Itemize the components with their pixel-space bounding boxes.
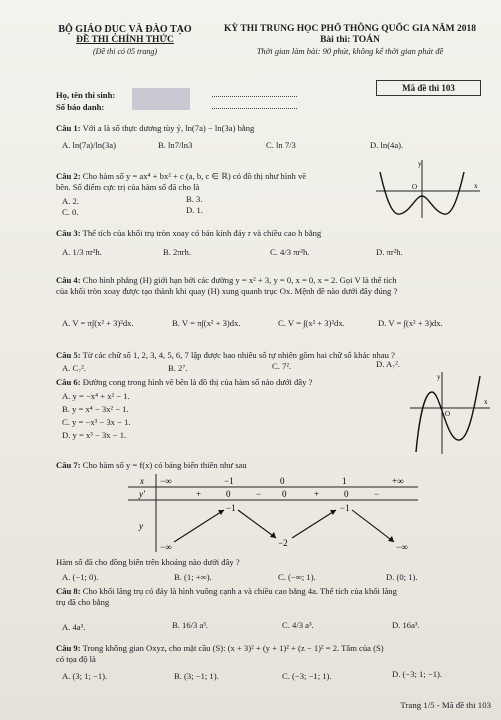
- exam-code-box: Mã đề thi 103: [376, 80, 481, 96]
- question-3: [56, 228, 321, 239]
- official-label: ĐỀ THI CHÍNH THỨC: [76, 35, 174, 45]
- option-b[interactable]: B. ln7/ln3: [158, 140, 193, 150]
- question-text-cont: bên. Số điểm cực trị của hàm số đã cho là: [56, 182, 200, 192]
- ministry-name: BỘ GIÁO DỤC VÀ ĐÀO TẠO: [58, 24, 192, 35]
- id-label: Số báo danh:: [56, 102, 105, 112]
- question-text: Với a là số thực dương tùy ý, ln(7a) − ln(3a) bằng: [82, 123, 255, 133]
- option-d[interactable]: D. πr²h.: [376, 247, 403, 257]
- name-label: Họ, tên thí sinh:: [56, 90, 116, 100]
- question-label: Câu 8:: [56, 586, 81, 596]
- arrow-up: [292, 510, 336, 538]
- table-cell: 0: [344, 489, 349, 499]
- option-a[interactable]: A. 1/3 πr²h.: [62, 247, 102, 257]
- x-axis-label: x: [474, 182, 478, 190]
- option-text: ln(7a)/ln(3a): [72, 140, 116, 150]
- option-c[interactable]: C. ln 7/3: [266, 140, 296, 150]
- option-c[interactable]: C. (−3; −1; 1).: [282, 671, 332, 681]
- question-text-cont: trụ đã cho bằng: [56, 597, 110, 607]
- dotted-line: [212, 96, 297, 97]
- option-b[interactable]: B. (1; +∞).: [174, 572, 212, 582]
- option-b[interactable]: B. y = x⁴ − 3x² − 1.: [62, 404, 129, 414]
- question-label: Câu 4:: [56, 275, 81, 285]
- option-d[interactable]: D. A₇².: [376, 359, 400, 369]
- question-label: Câu 7:: [56, 460, 81, 470]
- q7-question: Hàm số đã cho đồng biến trên khoảng nào dưới đây ?: [56, 557, 240, 567]
- table-cell: 0: [226, 489, 231, 499]
- page-footer: Trang 1/5 - Mã đề thi 103: [400, 700, 491, 710]
- question-8: [56, 586, 397, 608]
- option-a[interactable]: A. V = π∫(x² + 3)²dx.: [62, 318, 134, 328]
- question-text: Cho hàm số y = f(x) có bảng biến thiên như sau: [82, 460, 247, 470]
- option-d[interactable]: D. y = x³ − 3x − 1.: [62, 430, 127, 440]
- option-b[interactable]: B. 3.: [186, 194, 203, 204]
- arrow-head: [330, 510, 336, 515]
- question-label: Câu 5:: [56, 350, 81, 360]
- option-d[interactable]: D. (−3; 1; −1).: [392, 669, 443, 679]
- question-text: Cho hình phẳng (H) giới hạn bởi các đường y = x² + 3, y = 0, x = 0, x = 2. Gọi V là thể tích: [82, 275, 397, 285]
- arrow-head: [388, 536, 394, 542]
- table-cell: −1: [226, 503, 236, 513]
- option-d[interactable]: D. 16a³.: [392, 620, 420, 630]
- option-text: ln7/ln3: [168, 140, 193, 150]
- table-cell: y': [139, 489, 145, 499]
- question-1: [56, 123, 254, 134]
- exam-time: Thời gian làm bài: 90 phút, không kể thời gian phát đề: [256, 46, 444, 56]
- option-c[interactable]: C. 4/3 a³.: [282, 620, 314, 630]
- question-text: Thể tích của khối trụ tròn xoay có bán kính đáy r và chiều cao h bằng: [82, 228, 322, 238]
- arrow-up: [174, 510, 224, 542]
- question-text: Cho hàm số y = ax⁴ + bx² + c (a, b, c ∈ ℝ) có đồ thị như hình vẽ: [82, 171, 307, 181]
- question-text: Đường cong trong hình vẽ bên là đồ thị của hàm số nào dưới đây ?: [82, 377, 313, 387]
- question-text: Từ các chữ số 1, 2, 3, 4, 5, 6, 7 lập được bao nhiêu số tự nhiên gồm hai chữ số khác nhau ?: [82, 350, 395, 360]
- option-b[interactable]: B. 16/3 a³.: [172, 620, 208, 630]
- option-text: 16/3 a³.: [182, 620, 208, 630]
- question-text: Cho khối lăng trụ có đáy là hình vuông cạnh a và chiều cao bằng 4a. Thể tích của khối lăng: [82, 586, 397, 596]
- variation-table: [128, 474, 420, 554]
- arrow-down: [238, 510, 276, 538]
- option-c[interactable]: C. 4/3 πr²h.: [270, 247, 310, 257]
- question-label: Câu 6:: [56, 377, 81, 387]
- arrow-down: [352, 510, 394, 542]
- exam-title: KỲ THI TRUNG HỌC PHỔ THÔNG QUỐC GIA NĂM 2018: [223, 24, 477, 34]
- table-cell: 1: [342, 476, 347, 486]
- header-left: [50, 24, 200, 57]
- y-axis-label: y: [418, 160, 422, 168]
- table-cell: x: [140, 476, 144, 486]
- option-text: ln 7/3: [276, 140, 296, 150]
- option-a[interactable]: A. (−1; 0).: [62, 572, 99, 582]
- question-text-cont: của khối tròn xoay được tạo thành khi quay (H) xung quanh trục Ox. Mệnh đề nào dưới đây đúng ?: [56, 286, 398, 296]
- question-label: Câu 1:: [56, 123, 81, 133]
- option-text: 4/3 πr²h.: [280, 247, 310, 257]
- table-cell: −1: [224, 476, 234, 486]
- option-d[interactable]: D. (0; 1).: [386, 572, 418, 582]
- option-c[interactable]: C. 0.: [62, 207, 79, 217]
- table-cell: −: [374, 489, 380, 499]
- option-b[interactable]: B. 2πrh.: [163, 247, 191, 257]
- question-2: [56, 171, 306, 193]
- arrow-head: [270, 532, 276, 538]
- table-cell: −∞: [160, 476, 172, 486]
- arrow-head: [218, 510, 224, 515]
- table-cell: −∞: [160, 542, 172, 552]
- option-text: V = π∫(x² + 3)²dx.: [72, 318, 134, 328]
- question-4: [56, 275, 397, 297]
- origin-label: O: [412, 183, 418, 191]
- question-label: Câu 3:: [56, 228, 81, 238]
- header-right: [210, 24, 490, 57]
- table-cell: −: [256, 489, 262, 499]
- option-c[interactable]: C. y = −x³ − 3x − 1.: [62, 417, 131, 427]
- option-d[interactable]: D. 1.: [186, 205, 203, 215]
- option-a[interactable]: A. 2.: [62, 196, 79, 206]
- table-cell: +: [196, 489, 202, 499]
- subject: Bài thi: TOÁN: [320, 35, 380, 45]
- option-text: 4/3 a³.: [292, 620, 314, 630]
- table-cell: 0: [282, 489, 287, 499]
- x-axis-label: x: [484, 398, 488, 406]
- option-a[interactable]: A. 4a³.: [62, 622, 86, 632]
- quartic-graph: [372, 158, 484, 220]
- table-cell: −1: [340, 503, 350, 513]
- page-count: (Đề thi có 05 trang): [93, 47, 157, 56]
- redacted-area: [132, 88, 190, 110]
- y-axis-label: y: [437, 373, 441, 381]
- table-cell: +: [314, 489, 320, 499]
- option-b[interactable]: B. 2⁷.: [168, 363, 188, 373]
- question-label: Câu 2:: [56, 171, 81, 181]
- option-a[interactable]: A. y = −x⁴ + x² − 1.: [62, 391, 130, 401]
- option-d[interactable]: D. ln(4a).: [370, 140, 404, 150]
- question-6: [56, 377, 312, 388]
- question-text: Trong không gian Oxyz, cho mặt cầu (S): (x + 3)² + (y + 1)² + (z − 1)² = 2. Tâm của (S): [82, 643, 384, 653]
- option-d[interactable]: D. V = ∫(x² + 3)dx.: [378, 318, 443, 328]
- table-cell: 0: [280, 476, 285, 486]
- option-b[interactable]: B. (3; −1; 1).: [174, 671, 219, 681]
- origin-label: O: [445, 410, 451, 418]
- question-text-cont: có tọa độ là: [56, 654, 96, 664]
- option-b[interactable]: B. V = π∫(x² + 3)dx.: [172, 318, 241, 328]
- table-cell: −∞: [396, 542, 408, 552]
- question-9: [56, 643, 384, 665]
- option-c[interactable]: C. V = ∫(x² + 3)²dx.: [278, 318, 345, 328]
- option-text: 1/3 πr²h.: [72, 247, 102, 257]
- table-cell: y: [139, 521, 143, 531]
- dotted-line: [212, 108, 297, 109]
- question-5: [56, 350, 395, 361]
- question-label: Câu 9:: [56, 643, 81, 653]
- option-a[interactable]: A. (3; 1; −1).: [62, 671, 108, 681]
- table-cell: −2: [278, 538, 288, 548]
- question-7: [56, 460, 247, 471]
- table-cell: +∞: [392, 476, 404, 486]
- option-a[interactable]: A. ln(7a)/ln(3a): [62, 140, 116, 150]
- option-c[interactable]: C. 7².: [272, 361, 292, 371]
- cubic-graph: [406, 370, 492, 456]
- option-a[interactable]: A. C₇².: [62, 363, 86, 373]
- option-c[interactable]: C. (−∞; 1).: [278, 572, 316, 582]
- option-text: ln(4a).: [380, 140, 404, 150]
